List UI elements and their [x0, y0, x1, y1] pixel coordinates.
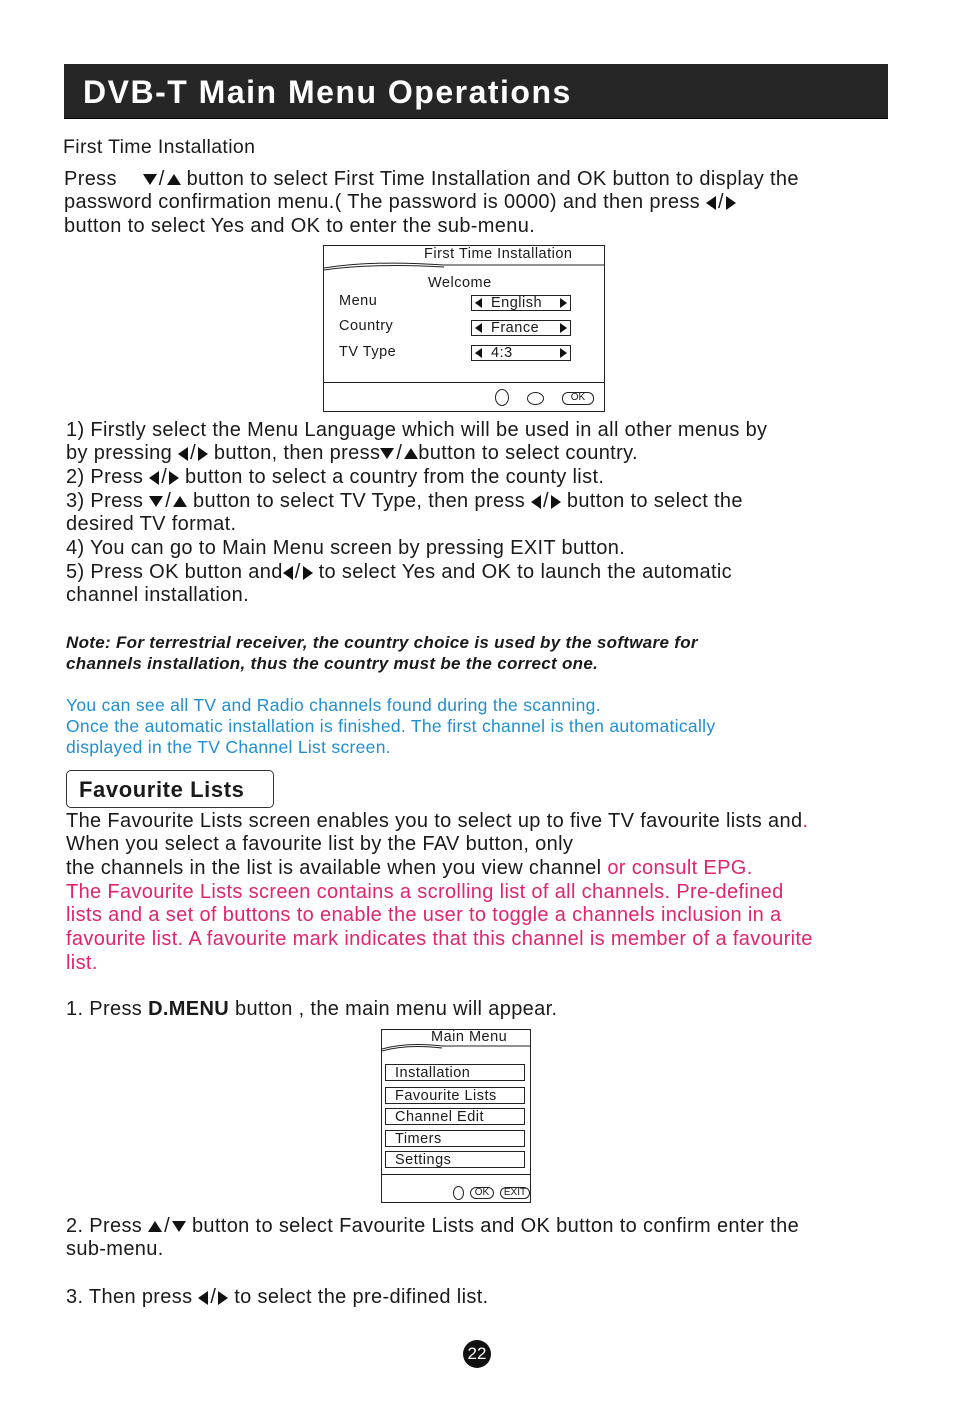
favourite-lists-heading-box [66, 770, 274, 808]
left-arrow-icon [475, 323, 482, 333]
left-arrow-icon [475, 298, 482, 308]
menu-language-selector[interactable]: English [471, 295, 571, 311]
menu-item-favourite-lists[interactable]: Favourite Lists [385, 1087, 525, 1104]
menu-item-timers[interactable]: Timers [385, 1130, 525, 1147]
page-number: 22 [463, 1340, 491, 1368]
intro-line-3: button to select Yes and OK to enter the sub-menu. [64, 215, 536, 237]
info-line-1: You can see all TV and Radio channels found during the scanning. [66, 695, 601, 715]
menu-item-settings[interactable]: Settings [385, 1151, 525, 1168]
ok-button[interactable]: OK [562, 392, 594, 405]
main-menu-title: Main Menu [431, 1029, 508, 1045]
main-menu-screen [381, 1029, 531, 1203]
down-arrow-icon [380, 448, 394, 459]
ok-button[interactable]: OK [470, 1187, 494, 1199]
step-5-line-1: 5) Press OK button and / to select Yes and OK to launch the automatic [66, 561, 732, 584]
right-arrow-icon [551, 495, 561, 509]
left-right-navigation-icon [527, 392, 544, 405]
right-arrow-icon [218, 1291, 228, 1305]
fav-para-line-1: The Favourite Lists screen enables you to select up to five TV favourite lists and. [66, 810, 809, 832]
screen-footer-divider [324, 382, 604, 383]
left-arrow-icon [149, 471, 159, 485]
step-3-line-1: 3) Press / button to select TV Type, then press / button to select the [66, 490, 743, 513]
section-heading-first-time-installation: First Time Installation [63, 136, 256, 158]
step-5-line-2: channel installation. [66, 584, 250, 606]
exit-button[interactable]: EXIT [500, 1187, 530, 1199]
fav-para-line-7: list. [66, 952, 98, 974]
left-arrow-icon [475, 348, 482, 358]
page-title: DVB-T Main Menu Operations [83, 74, 572, 110]
tv-type-selector[interactable]: 4:3 [471, 345, 571, 361]
right-arrow-icon [198, 447, 208, 461]
title-bar [64, 64, 888, 119]
note-line-2: channels installation, thus the country must be the correct one. [66, 654, 599, 673]
step-3-line-2: desired TV format. [66, 513, 237, 535]
up-arrow-icon [148, 1221, 162, 1232]
fav-step-2-line-2: sub-menu. [66, 1238, 164, 1260]
country-selector[interactable]: France [471, 320, 571, 336]
menu-label: Menu [339, 293, 378, 309]
screen-title: First Time Installation [424, 246, 573, 262]
info-line-3: displayed in the TV Channel List screen. [66, 737, 391, 757]
fav-step-1: 1. Press D.MENU button , the main menu will appear. [66, 998, 558, 1020]
left-arrow-icon [283, 566, 293, 580]
left-arrow-icon [178, 447, 188, 461]
up-down-navigation-icon [453, 1186, 464, 1200]
left-arrow-icon [531, 495, 541, 509]
note-line-1: Note: For terrestrial receiver, the country choice is used by the software for [66, 633, 698, 652]
main-menu-footer-divider [382, 1174, 530, 1175]
right-arrow-icon [560, 323, 567, 333]
welcome-label: Welcome [428, 275, 492, 291]
up-down-navigation-icon [495, 389, 509, 406]
right-arrow-icon [726, 196, 736, 210]
fav-para-line-4: The Favourite Lists screen contains a scrolling list of all channels. Pre-defined [66, 881, 784, 903]
left-arrow-icon [198, 1291, 208, 1305]
step-1-line-2: by pressing / button, then press / button to select country. [66, 442, 638, 465]
country-label: Country [339, 318, 394, 334]
fav-para-line-2: When you select a favourite list by the FAV button, only [66, 833, 574, 855]
up-arrow-icon [167, 174, 181, 185]
fav-para-line-6: favourite list. A favourite mark indicates that this channel is member of a favourite [66, 928, 813, 950]
info-line-2: Once the automatic installation is finished. The first channel is then automatically [66, 716, 716, 736]
fav-step-3: 3. Then press / to select the pre-difined list. [66, 1286, 489, 1309]
step-1-line-1: 1) Firstly select the Menu Language which will be used in all other menus by [66, 419, 768, 441]
right-arrow-icon [560, 298, 567, 308]
step-4: 4) You can go to Main Menu screen by pressing EXIT button. [66, 537, 626, 559]
right-arrow-icon [303, 566, 313, 580]
favourite-lists-heading: Favourite Lists [79, 777, 245, 802]
down-arrow-icon [172, 1221, 186, 1232]
fav-para-line-5: lists and a set of buttons to enable the user to toggle a channels inclusion in a [66, 904, 782, 926]
menu-item-channel-edit[interactable]: Channel Edit [385, 1108, 525, 1125]
menu-item-installation[interactable]: Installation [385, 1064, 525, 1081]
down-arrow-icon [149, 496, 163, 507]
left-arrow-icon [706, 196, 716, 210]
main-menu-header-divider [382, 1042, 530, 1056]
right-arrow-icon [169, 471, 179, 485]
up-arrow-icon [404, 448, 418, 459]
screen-header-divider [324, 260, 604, 274]
fav-step-2-line-1: 2. Press / button to select Favourite Lists and OK button to confirm enter the [66, 1215, 800, 1238]
fav-para-line-3: the channels in the list is available when you view channel or consult EPG. [66, 857, 753, 879]
right-arrow-icon [560, 348, 567, 358]
intro-line-2: password confirmation menu.( The password is 0000) and then press / [64, 191, 736, 215]
up-arrow-icon [173, 496, 187, 507]
intro-line-1: Press / button to select First Time Installation and OK button to display the [64, 168, 799, 191]
down-arrow-icon [143, 174, 157, 185]
step-2: 2) Press / button to select a country from the county list. [66, 466, 605, 489]
tv-type-label: TV Type [339, 344, 397, 360]
first-time-installation-screen [323, 245, 605, 412]
